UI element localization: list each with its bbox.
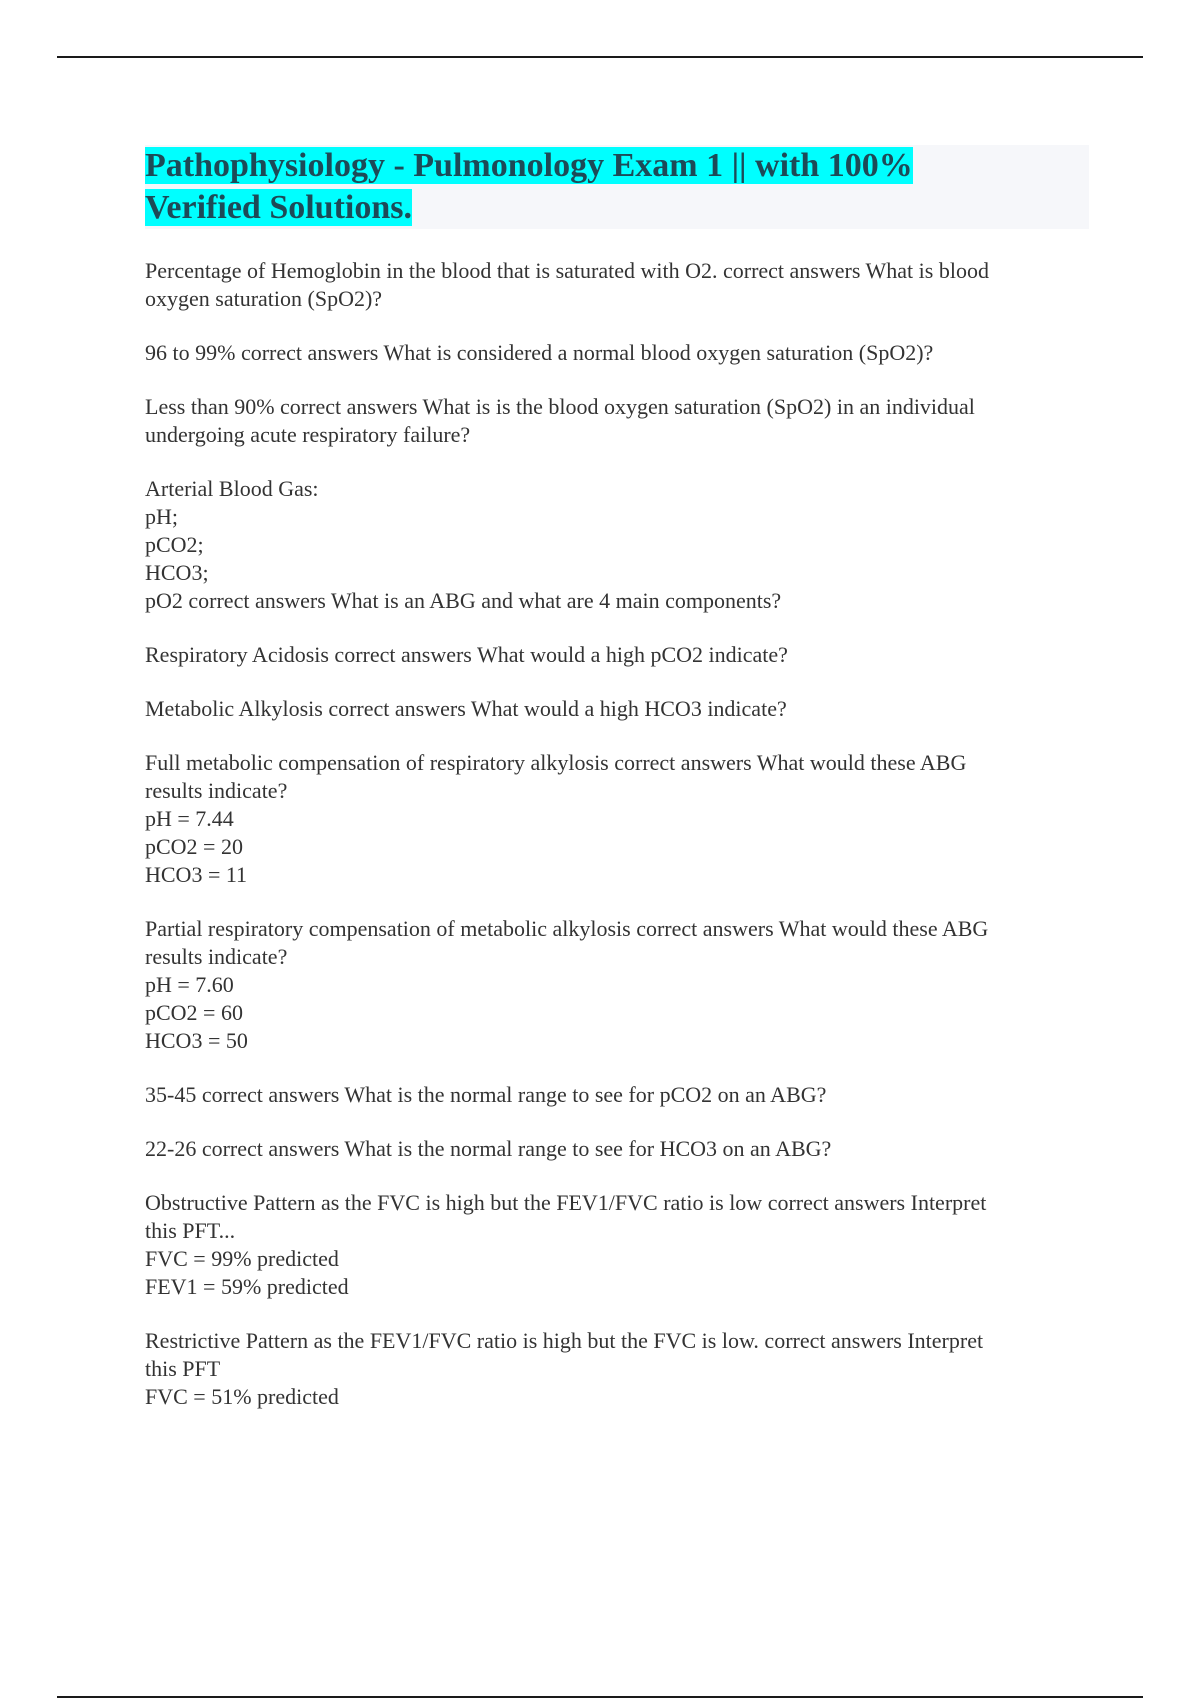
qa-line: pH;	[145, 504, 178, 529]
qa-entry	[145, 475, 1089, 615]
qa-line: HCO3 = 11	[145, 862, 248, 887]
qa-line: pCO2;	[145, 532, 204, 557]
qa-line: 35-45 correct answers What is the normal range to see for pCO2 on an ABG?	[145, 1082, 827, 1107]
qa-entries	[145, 257, 1089, 1411]
qa-line: FEV1 = 59% predicted	[145, 1274, 349, 1299]
qa-line: this PFT...	[145, 1218, 236, 1243]
qa-line: results indicate?	[145, 944, 288, 969]
qa-line: pCO2 = 20	[145, 834, 243, 859]
qa-line: this PFT	[145, 1356, 221, 1381]
qa-entry	[145, 915, 1089, 1055]
qa-entry	[145, 1135, 1089, 1163]
qa-entry	[145, 749, 1089, 889]
qa-line: Percentage of Hemoglobin in the blood that is saturated with O2. correct answers What is blood	[145, 258, 989, 283]
qa-line: results indicate?	[145, 778, 288, 803]
qa-line: pO2 correct answers What is an ABG and what are 4 main components?	[145, 588, 782, 613]
qa-line: Partial respiratory compensation of metabolic alkylosis correct answers What would these ABG	[145, 916, 989, 941]
qa-line: pCO2 = 60	[145, 1000, 243, 1025]
qa-entry	[145, 1189, 1089, 1301]
title-line-2: Verified Solutions.	[145, 189, 413, 226]
qa-line: HCO3;	[145, 560, 209, 585]
qa-line: Respiratory Acidosis correct answers What would a high pCO2 indicate?	[145, 642, 788, 667]
qa-entry	[145, 257, 1089, 313]
qa-line: pH = 7.44	[145, 806, 234, 831]
qa-line: Obstructive Pattern as the FVC is high but the FEV1/FVC ratio is low correct answers Interpret	[145, 1190, 987, 1215]
qa-line: Metabolic Alkylosis correct answers What would a high HCO3 indicate?	[145, 696, 787, 721]
title-block	[145, 145, 1089, 229]
title-line-1: Pathophysiology - Pulmonology Exam 1 || with 100%	[145, 147, 913, 184]
qa-line: pH = 7.60	[145, 972, 234, 997]
qa-entry	[145, 1327, 1089, 1411]
qa-line: Full metabolic compensation of respiratory alkylosis correct answers What would these ABG	[145, 750, 967, 775]
qa-line: FVC = 51% predicted	[145, 1384, 339, 1409]
qa-line: 22-26 correct answers What is the normal range to see for HCO3 on an ABG?	[145, 1136, 832, 1161]
qa-entry	[145, 393, 1089, 449]
qa-entry	[145, 695, 1089, 723]
qa-line: undergoing acute respiratory failure?	[145, 422, 471, 447]
qa-line: FVC = 99% predicted	[145, 1246, 339, 1271]
qa-line: 96 to 99% correct answers What is considered a normal blood oxygen saturation (SpO2)?	[145, 340, 934, 365]
page-top-rule	[57, 56, 1143, 58]
qa-line: oxygen saturation (SpO2)?	[145, 286, 383, 311]
qa-line: Restrictive Pattern as the FEV1/FVC ratio is high but the FVC is low. correct answers Interpret	[145, 1328, 984, 1353]
qa-line: Less than 90% correct answers What is is the blood oxygen saturation (SpO2) in an individual	[145, 394, 975, 419]
qa-line: HCO3 = 50	[145, 1028, 248, 1053]
qa-entry	[145, 1081, 1089, 1109]
document-title	[145, 147, 913, 226]
qa-entry	[145, 641, 1089, 669]
page-bottom-rule	[57, 1696, 1143, 1698]
qa-entry	[145, 339, 1089, 367]
qa-line: Arterial Blood Gas:	[145, 476, 319, 501]
document-body	[145, 145, 1089, 1437]
